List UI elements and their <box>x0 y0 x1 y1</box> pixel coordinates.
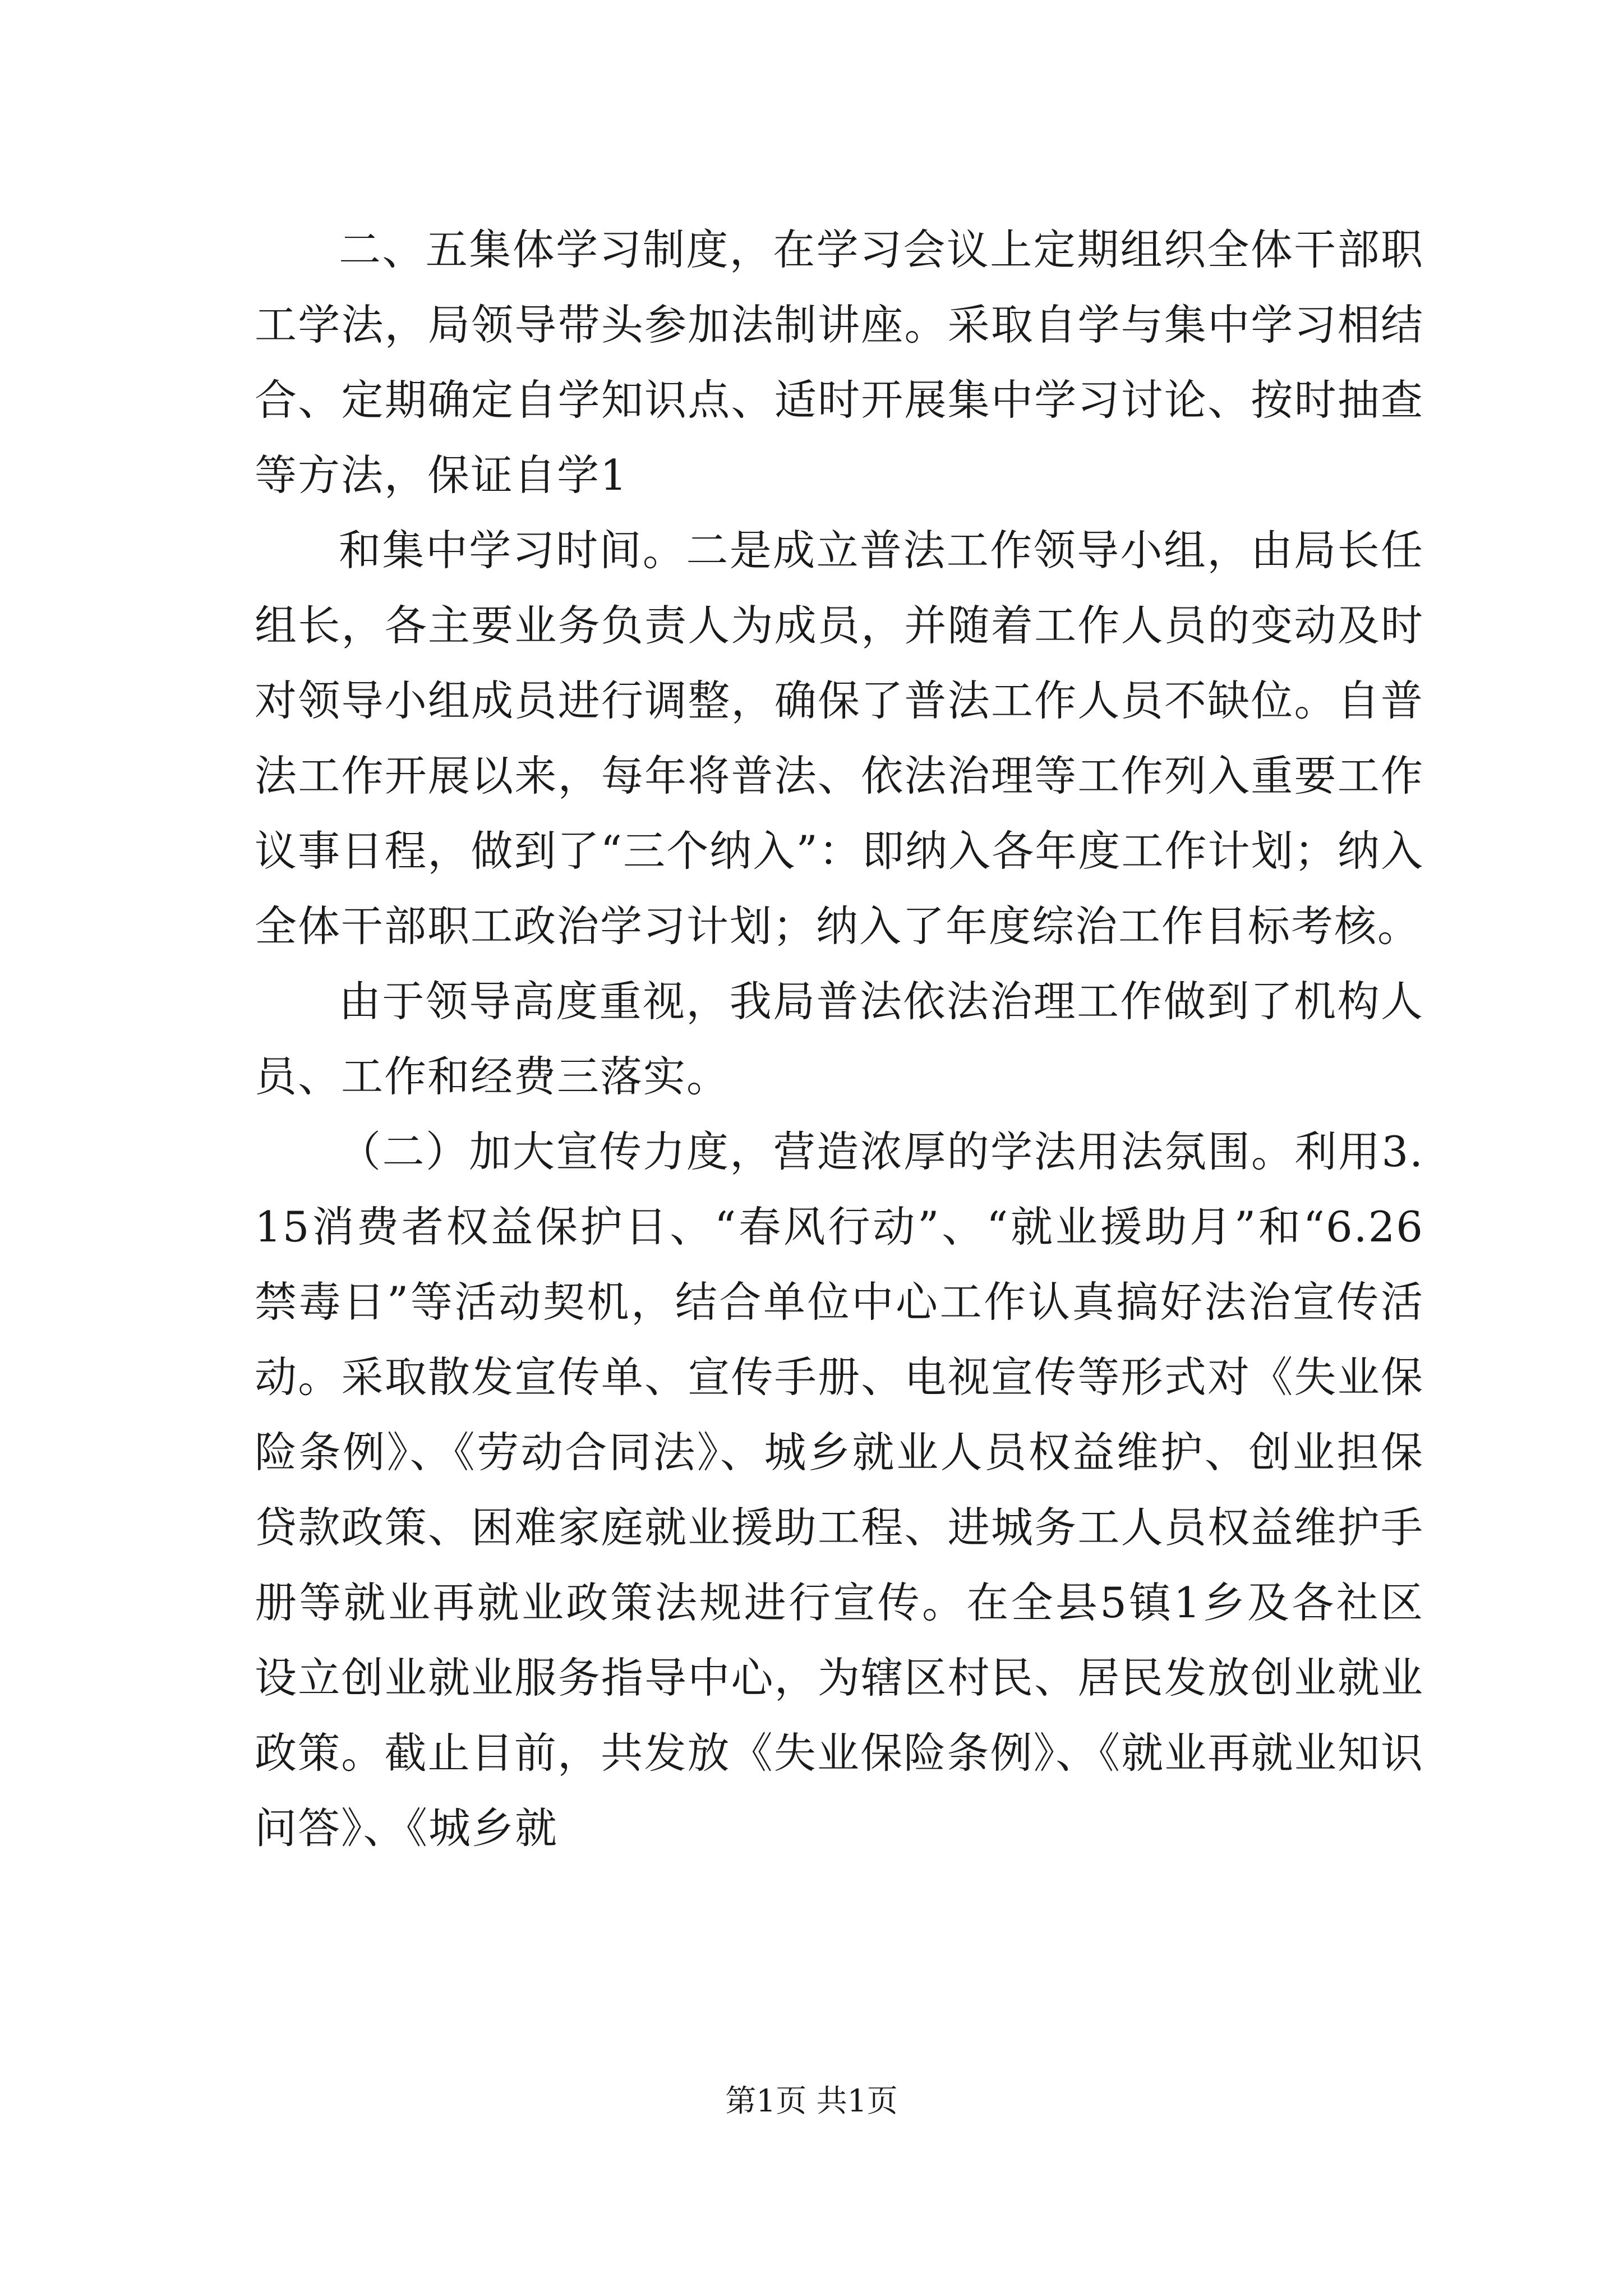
paragraph-2: 和集中学习时间。二是成立普法工作领导小组，由局长任组长，各主要业务负责人为成员，并随着工作人员的变动及时对领导小组成员进行调整，确保了普法工作人员不缺位。自普法工作开展以来，每年将普法、依法治理等工作列入重要工作议事日程，做到了“三个纳入”：即纳入各年度工作计划；纳入全体干部职工政治学习计划；纳入了年度综治工作目标考核。 <box>255 526 1424 951</box>
paragraph-3: 由于领导高度重视，我局普法依法治理工作做到了机构人员、工作和经费三落实。 <box>255 977 1424 1101</box>
document-body <box>255 212 1424 1866</box>
page-footer: 第1页 共1页 <box>725 2083 898 2119</box>
paragraph-4: （二）加大宣传力度，营造浓厚的学法用法氛围。利用3.15消费者权益保护日、“春风行动”、“就业援助月”和“6.26禁毒日”等活动契机，结合单位中心工作认真搞好法治宣传活动。采取散发宣传单、宣传手册、电视宣传等形式对《失业保险条例》、《劳动合同法》、城乡就业人员权益维护、创业担保贷款政策、困难家庭就业援助工程、进城务工人员权益维护手册等就业再就业政策法规进行宣传。在全县5镇1乡及各社区设立创业就业服务指导中心，为辖区村民、居民发放创业就业政策。截止目前，共发放《失业保险条例》、《就业再就业知识问答》、《城乡就 <box>255 1127 1424 1853</box>
paragraph-1: 二、五集体学习制度，在学习会议上定期组织全体干部职工学法，局领导带头参加法制讲座。采取自学与集中学习相结合、定期确定自学知识点、适时开展集中学习讨论、按时抽查等方法，保证自学1 <box>255 225 1424 500</box>
